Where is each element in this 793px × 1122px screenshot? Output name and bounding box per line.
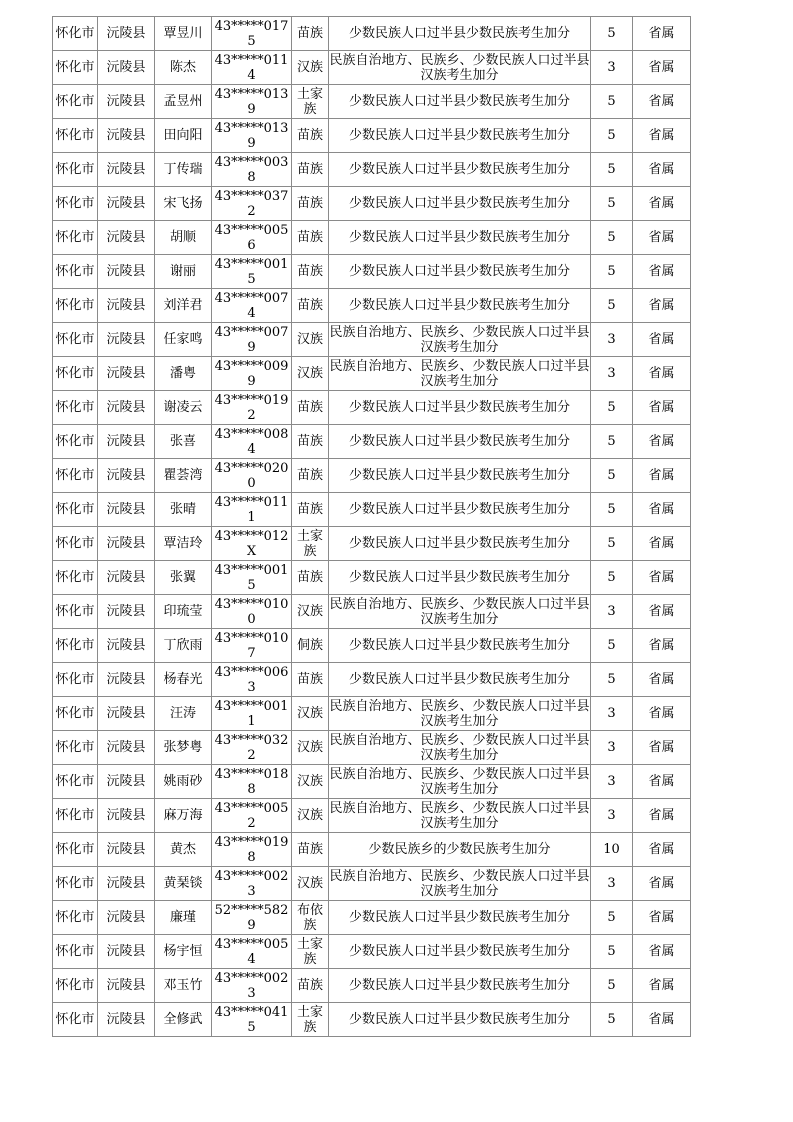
affiliation-cell: 省属 <box>633 901 691 935</box>
ethnicity-cell: 苗族 <box>292 17 329 51</box>
city-cell: 怀化市 <box>53 901 98 935</box>
affiliation-cell: 省属 <box>633 663 691 697</box>
city-cell: 怀化市 <box>53 629 98 663</box>
bonus-points-cell: 5 <box>591 969 633 1003</box>
name-cell: 汪涛 <box>155 697 212 731</box>
name-cell: 丁欣雨 <box>155 629 212 663</box>
table-row <box>53 391 691 425</box>
bonus-points-cell: 5 <box>591 119 633 153</box>
name-cell: 杨春光 <box>155 663 212 697</box>
county-cell: 沅陵县 <box>98 17 155 51</box>
county-cell: 沅陵县 <box>98 901 155 935</box>
id-number-cell: 43*****0015 <box>212 255 292 289</box>
bonus-reason-cell: 民族自治地方、民族乡、少数民族人口过半县汉族考生加分 <box>329 868 590 899</box>
city-cell: 怀化市 <box>53 153 98 187</box>
bonus-points-cell: 5 <box>591 935 633 969</box>
table-row <box>53 527 691 561</box>
county-cell: 沅陵县 <box>98 731 155 765</box>
county-cell: 沅陵县 <box>98 561 155 595</box>
id-number-cell: 43*****0056 <box>212 221 292 255</box>
county-cell: 沅陵县 <box>98 85 155 119</box>
affiliation-cell: 省属 <box>633 595 691 629</box>
id-number-cell: 43*****0322 <box>212 731 292 765</box>
table-row <box>53 561 691 595</box>
bonus-reason-cell: 少数民族人口过半县少数民族考生加分 <box>329 935 591 969</box>
county-cell: 沅陵县 <box>98 867 155 901</box>
table-row <box>53 833 691 867</box>
ethnicity-cell: 汉族 <box>292 867 329 901</box>
ethnicity-cell: 苗族 <box>292 289 329 323</box>
table-row <box>53 323 691 357</box>
ethnicity-cell: 布依族 <box>292 901 329 935</box>
ethnicity-cell: 土家族 <box>292 935 329 969</box>
city-cell: 怀化市 <box>53 867 98 901</box>
county-cell: 沅陵县 <box>98 187 155 221</box>
table-row <box>53 765 691 799</box>
affiliation-cell: 省属 <box>633 459 691 493</box>
bonus-reason-cell: 少数民族人口过半县少数民族考生加分 <box>329 561 591 595</box>
city-cell: 怀化市 <box>53 765 98 799</box>
name-cell: 张翼 <box>155 561 212 595</box>
ethnicity-cell: 土家族 <box>292 527 329 561</box>
bonus-points-cell: 3 <box>591 323 633 357</box>
table-row <box>53 51 691 85</box>
table-row <box>53 153 691 187</box>
id-number-cell: 43*****0023 <box>212 969 292 1003</box>
name-cell: 黄琹锬 <box>155 867 212 901</box>
city-cell: 怀化市 <box>53 459 98 493</box>
name-cell: 宋飞扬 <box>155 187 212 221</box>
bonus-reason-cell: 少数民族人口过半县少数民族考生加分 <box>329 527 591 561</box>
county-cell: 沅陵县 <box>98 459 155 493</box>
affiliation-cell: 省属 <box>633 17 691 51</box>
id-number-cell: 43*****0198 <box>212 833 292 867</box>
name-cell: 瞿荟湾 <box>155 459 212 493</box>
name-cell: 印琉莹 <box>155 595 212 629</box>
affiliation-cell: 省属 <box>633 799 691 833</box>
city-cell: 怀化市 <box>53 187 98 221</box>
name-cell: 胡顺 <box>155 221 212 255</box>
bonus-reason-cell: 少数民族人口过半县少数民族考生加分 <box>329 255 591 289</box>
table-row <box>53 595 691 629</box>
city-cell: 怀化市 <box>53 425 98 459</box>
bonus-reason-cell: 民族自治地方、民族乡、少数民族人口过半县汉族考生加分 <box>329 732 590 763</box>
city-cell: 怀化市 <box>53 799 98 833</box>
ethnicity-cell: 土家族 <box>292 85 329 119</box>
table-row <box>53 731 691 765</box>
bonus-points-cell: 5 <box>591 289 633 323</box>
name-cell: 潘粤 <box>155 357 212 391</box>
id-number-cell: 43*****0200 <box>212 459 292 493</box>
name-cell: 覃洁玲 <box>155 527 212 561</box>
id-number-cell: 43*****0079 <box>212 323 292 357</box>
city-cell: 怀化市 <box>53 17 98 51</box>
bonus-reason-cell: 少数民族人口过半县少数民族考生加分 <box>329 425 591 459</box>
id-number-cell: 43*****0114 <box>212 51 292 85</box>
bonus-points-cell: 3 <box>591 357 633 391</box>
affiliation-cell: 省属 <box>633 867 691 901</box>
bonus-reason-cell: 少数民族人口过半县少数民族考生加分 <box>329 459 591 493</box>
ethnicity-cell: 汉族 <box>292 51 329 85</box>
bonus-points-cell: 5 <box>591 629 633 663</box>
county-cell: 沅陵县 <box>98 153 155 187</box>
city-cell: 怀化市 <box>53 119 98 153</box>
bonus-points-cell: 5 <box>591 255 633 289</box>
affiliation-cell: 省属 <box>633 153 691 187</box>
bonus-points-cell: 3 <box>591 51 633 85</box>
bonus-points-cell: 3 <box>591 765 633 799</box>
table-row <box>53 255 691 289</box>
table-row <box>53 697 691 731</box>
name-cell: 杨宇恒 <box>155 935 212 969</box>
id-number-cell: 43*****0372 <box>212 187 292 221</box>
ethnicity-cell: 苗族 <box>292 425 329 459</box>
name-cell: 张晴 <box>155 493 212 527</box>
id-number-cell: 43*****0063 <box>212 663 292 697</box>
ethnicity-cell: 侗族 <box>292 629 329 663</box>
ethnicity-cell: 汉族 <box>292 765 329 799</box>
ethnicity-cell: 苗族 <box>292 221 329 255</box>
city-cell: 怀化市 <box>53 1003 98 1037</box>
table-row <box>53 493 691 527</box>
ethnicity-cell: 苗族 <box>292 459 329 493</box>
id-number-cell: 43*****0415 <box>212 1003 292 1037</box>
bonus-points-cell: 3 <box>591 697 633 731</box>
ethnicity-cell: 苗族 <box>292 391 329 425</box>
bonus-reason-cell: 少数民族乡的少数民族考生加分 <box>329 833 591 867</box>
city-cell: 怀化市 <box>53 561 98 595</box>
id-number-cell: 52*****5829 <box>212 901 292 935</box>
county-cell: 沅陵县 <box>98 221 155 255</box>
id-number-cell: 43*****0023 <box>212 867 292 901</box>
bonus-points-cell: 5 <box>591 663 633 697</box>
bonus-reason-cell: 少数民族人口过半县少数民族考生加分 <box>329 119 591 153</box>
county-cell: 沅陵县 <box>98 119 155 153</box>
county-cell: 沅陵县 <box>98 765 155 799</box>
table-row <box>53 17 691 51</box>
bonus-points-cell: 5 <box>591 221 633 255</box>
county-cell: 沅陵县 <box>98 527 155 561</box>
ethnicity-cell: 汉族 <box>292 323 329 357</box>
bonus-reason-cell: 少数民族人口过半县少数民族考生加分 <box>329 901 591 935</box>
table-row <box>53 799 691 833</box>
name-cell: 谢丽 <box>155 255 212 289</box>
affiliation-cell: 省属 <box>633 289 691 323</box>
affiliation-cell: 省属 <box>633 731 691 765</box>
name-cell: 麻万海 <box>155 799 212 833</box>
ethnicity-cell: 汉族 <box>292 731 329 765</box>
bonus-reason-cell: 民族自治地方、民族乡、少数民族人口过半县汉族考生加分 <box>329 324 590 355</box>
name-cell: 刘洋君 <box>155 289 212 323</box>
bonus-points-cell: 5 <box>591 459 633 493</box>
bonus-reason-cell: 少数民族人口过半县少数民族考生加分 <box>329 17 591 51</box>
affiliation-cell: 省属 <box>633 969 691 1003</box>
id-number-cell: 43*****0038 <box>212 153 292 187</box>
affiliation-cell: 省属 <box>633 629 691 663</box>
name-cell: 全修武 <box>155 1003 212 1037</box>
bonus-points-cell: 5 <box>591 17 633 51</box>
id-number-cell: 43*****0188 <box>212 765 292 799</box>
id-number-cell: 43*****0015 <box>212 561 292 595</box>
county-cell: 沅陵县 <box>98 289 155 323</box>
table-body <box>53 17 691 1037</box>
ethnicity-cell: 汉族 <box>292 799 329 833</box>
county-cell: 沅陵县 <box>98 799 155 833</box>
name-cell: 谢凌云 <box>155 391 212 425</box>
table-row <box>53 357 691 391</box>
county-cell: 沅陵县 <box>98 969 155 1003</box>
table-row <box>53 969 691 1003</box>
bonus-reason-cell: 少数民族人口过半县少数民族考生加分 <box>329 493 591 527</box>
ethnicity-cell: 汉族 <box>292 595 329 629</box>
id-number-cell: 43*****0099 <box>212 357 292 391</box>
bonus-reason-cell: 少数民族人口过半县少数民族考生加分 <box>329 663 591 697</box>
city-cell: 怀化市 <box>53 663 98 697</box>
bonus-points-table <box>52 16 691 1037</box>
city-cell: 怀化市 <box>53 85 98 119</box>
affiliation-cell: 省属 <box>633 187 691 221</box>
table-row <box>53 289 691 323</box>
ethnicity-cell: 土家族 <box>292 1003 329 1037</box>
id-number-cell: 43*****0139 <box>212 119 292 153</box>
bonus-reason-cell: 少数民族人口过半县少数民族考生加分 <box>329 629 591 663</box>
affiliation-cell: 省属 <box>633 357 691 391</box>
ethnicity-cell: 苗族 <box>292 153 329 187</box>
affiliation-cell: 省属 <box>633 119 691 153</box>
table-row <box>53 119 691 153</box>
bonus-points-cell: 5 <box>591 85 633 119</box>
bonus-points-cell: 5 <box>591 901 633 935</box>
affiliation-cell: 省属 <box>633 935 691 969</box>
city-cell: 怀化市 <box>53 391 98 425</box>
ethnicity-cell: 苗族 <box>292 255 329 289</box>
affiliation-cell: 省属 <box>633 255 691 289</box>
bonus-points-cell: 3 <box>591 731 633 765</box>
ethnicity-cell: 苗族 <box>292 561 329 595</box>
city-cell: 怀化市 <box>53 289 98 323</box>
id-number-cell: 43*****0107 <box>212 629 292 663</box>
id-number-cell: 43*****0111 <box>212 493 292 527</box>
city-cell: 怀化市 <box>53 357 98 391</box>
affiliation-cell: 省属 <box>633 833 691 867</box>
table-row <box>53 663 691 697</box>
bonus-reason-cell: 少数民族人口过半县少数民族考生加分 <box>329 85 591 119</box>
bonus-reason-cell: 民族自治地方、民族乡、少数民族人口过半县汉族考生加分 <box>329 698 590 729</box>
city-cell: 怀化市 <box>53 51 98 85</box>
bonus-points-cell: 5 <box>591 1003 633 1037</box>
affiliation-cell: 省属 <box>633 51 691 85</box>
affiliation-cell: 省属 <box>633 221 691 255</box>
id-number-cell: 43*****0011 <box>212 697 292 731</box>
ethnicity-cell: 苗族 <box>292 187 329 221</box>
id-number-cell: 43*****012X <box>212 527 292 561</box>
bonus-reason-cell: 少数民族人口过半县少数民族考生加分 <box>329 289 591 323</box>
affiliation-cell: 省属 <box>633 697 691 731</box>
county-cell: 沅陵县 <box>98 51 155 85</box>
name-cell: 姚雨砂 <box>155 765 212 799</box>
id-number-cell: 43*****0052 <box>212 799 292 833</box>
county-cell: 沅陵县 <box>98 1003 155 1037</box>
county-cell: 沅陵县 <box>98 833 155 867</box>
affiliation-cell: 省属 <box>633 425 691 459</box>
county-cell: 沅陵县 <box>98 697 155 731</box>
name-cell: 孟昱州 <box>155 85 212 119</box>
county-cell: 沅陵县 <box>98 493 155 527</box>
bonus-reason-cell: 民族自治地方、民族乡、少数民族人口过半县汉族考生加分 <box>329 596 590 627</box>
id-number-cell: 43*****0175 <box>212 17 292 51</box>
ethnicity-cell: 苗族 <box>292 119 329 153</box>
table-row <box>53 187 691 221</box>
name-cell: 任家鸣 <box>155 323 212 357</box>
affiliation-cell: 省属 <box>633 1003 691 1037</box>
bonus-points-cell: 10 <box>591 833 633 867</box>
table-row <box>53 85 691 119</box>
county-cell: 沅陵县 <box>98 663 155 697</box>
affiliation-cell: 省属 <box>633 391 691 425</box>
ethnicity-cell: 汉族 <box>292 357 329 391</box>
affiliation-cell: 省属 <box>633 561 691 595</box>
table-row <box>53 221 691 255</box>
name-cell: 覃昱川 <box>155 17 212 51</box>
city-cell: 怀化市 <box>53 527 98 561</box>
id-number-cell: 43*****0192 <box>212 391 292 425</box>
city-cell: 怀化市 <box>53 323 98 357</box>
table-row <box>53 867 691 901</box>
county-cell: 沅陵县 <box>98 935 155 969</box>
bonus-points-cell: 5 <box>591 561 633 595</box>
bonus-reason-cell: 民族自治地方、民族乡、少数民族人口过半县汉族考生加分 <box>329 766 590 797</box>
ethnicity-cell: 苗族 <box>292 833 329 867</box>
county-cell: 沅陵县 <box>98 595 155 629</box>
bonus-reason-cell: 少数民族人口过半县少数民族考生加分 <box>329 969 591 1003</box>
bonus-reason-cell: 少数民族人口过半县少数民族考生加分 <box>329 221 591 255</box>
city-cell: 怀化市 <box>53 935 98 969</box>
bonus-points-cell: 5 <box>591 493 633 527</box>
bonus-points-cell: 3 <box>591 595 633 629</box>
bonus-points-cell: 3 <box>591 799 633 833</box>
county-cell: 沅陵县 <box>98 255 155 289</box>
affiliation-cell: 省属 <box>633 323 691 357</box>
table-row <box>53 425 691 459</box>
ethnicity-cell: 苗族 <box>292 969 329 1003</box>
county-cell: 沅陵县 <box>98 629 155 663</box>
table-row <box>53 459 691 493</box>
bonus-reason-cell: 少数民族人口过半县少数民族考生加分 <box>329 153 591 187</box>
city-cell: 怀化市 <box>53 969 98 1003</box>
id-number-cell: 43*****0054 <box>212 935 292 969</box>
ethnicity-cell: 苗族 <box>292 493 329 527</box>
bonus-reason-cell: 少数民族人口过半县少数民族考生加分 <box>329 1003 591 1037</box>
id-number-cell: 43*****0100 <box>212 595 292 629</box>
city-cell: 怀化市 <box>53 595 98 629</box>
name-cell: 邓玉竹 <box>155 969 212 1003</box>
city-cell: 怀化市 <box>53 697 98 731</box>
name-cell: 陈杰 <box>155 51 212 85</box>
affiliation-cell: 省属 <box>633 527 691 561</box>
id-number-cell: 43*****0074 <box>212 289 292 323</box>
county-cell: 沅陵县 <box>98 357 155 391</box>
name-cell: 黄杰 <box>155 833 212 867</box>
ethnicity-cell: 苗族 <box>292 663 329 697</box>
county-cell: 沅陵县 <box>98 323 155 357</box>
bonus-points-cell: 5 <box>591 527 633 561</box>
bonus-reason-cell: 民族自治地方、民族乡、少数民族人口过半县汉族考生加分 <box>329 800 590 831</box>
ethnicity-cell: 汉族 <box>292 697 329 731</box>
bonus-reason-cell: 民族自治地方、民族乡、少数民族人口过半县汉族考生加分 <box>329 358 590 389</box>
name-cell: 丁传瑞 <box>155 153 212 187</box>
bonus-reason-cell: 少数民族人口过半县少数民族考生加分 <box>329 187 591 221</box>
table-row <box>53 901 691 935</box>
bonus-reason-cell: 民族自治地方、民族乡、少数民族人口过半县汉族考生加分 <box>329 52 590 83</box>
county-cell: 沅陵县 <box>98 425 155 459</box>
table-row <box>53 1003 691 1037</box>
bonus-points-cell: 5 <box>591 187 633 221</box>
name-cell: 张喜 <box>155 425 212 459</box>
bonus-points-cell: 3 <box>591 867 633 901</box>
table-row <box>53 935 691 969</box>
bonus-reason-cell: 少数民族人口过半县少数民族考生加分 <box>329 391 591 425</box>
name-cell: 田向阳 <box>155 119 212 153</box>
id-number-cell: 43*****0139 <box>212 85 292 119</box>
bonus-points-cell: 5 <box>591 153 633 187</box>
id-number-cell: 43*****0084 <box>212 425 292 459</box>
city-cell: 怀化市 <box>53 731 98 765</box>
city-cell: 怀化市 <box>53 255 98 289</box>
affiliation-cell: 省属 <box>633 85 691 119</box>
county-cell: 沅陵县 <box>98 391 155 425</box>
name-cell: 廉瑾 <box>155 901 212 935</box>
affiliation-cell: 省属 <box>633 765 691 799</box>
table-row <box>53 629 691 663</box>
bonus-points-cell: 5 <box>591 391 633 425</box>
city-cell: 怀化市 <box>53 833 98 867</box>
city-cell: 怀化市 <box>53 221 98 255</box>
city-cell: 怀化市 <box>53 493 98 527</box>
name-cell: 张梦粤 <box>155 731 212 765</box>
affiliation-cell: 省属 <box>633 493 691 527</box>
bonus-points-cell: 5 <box>591 425 633 459</box>
